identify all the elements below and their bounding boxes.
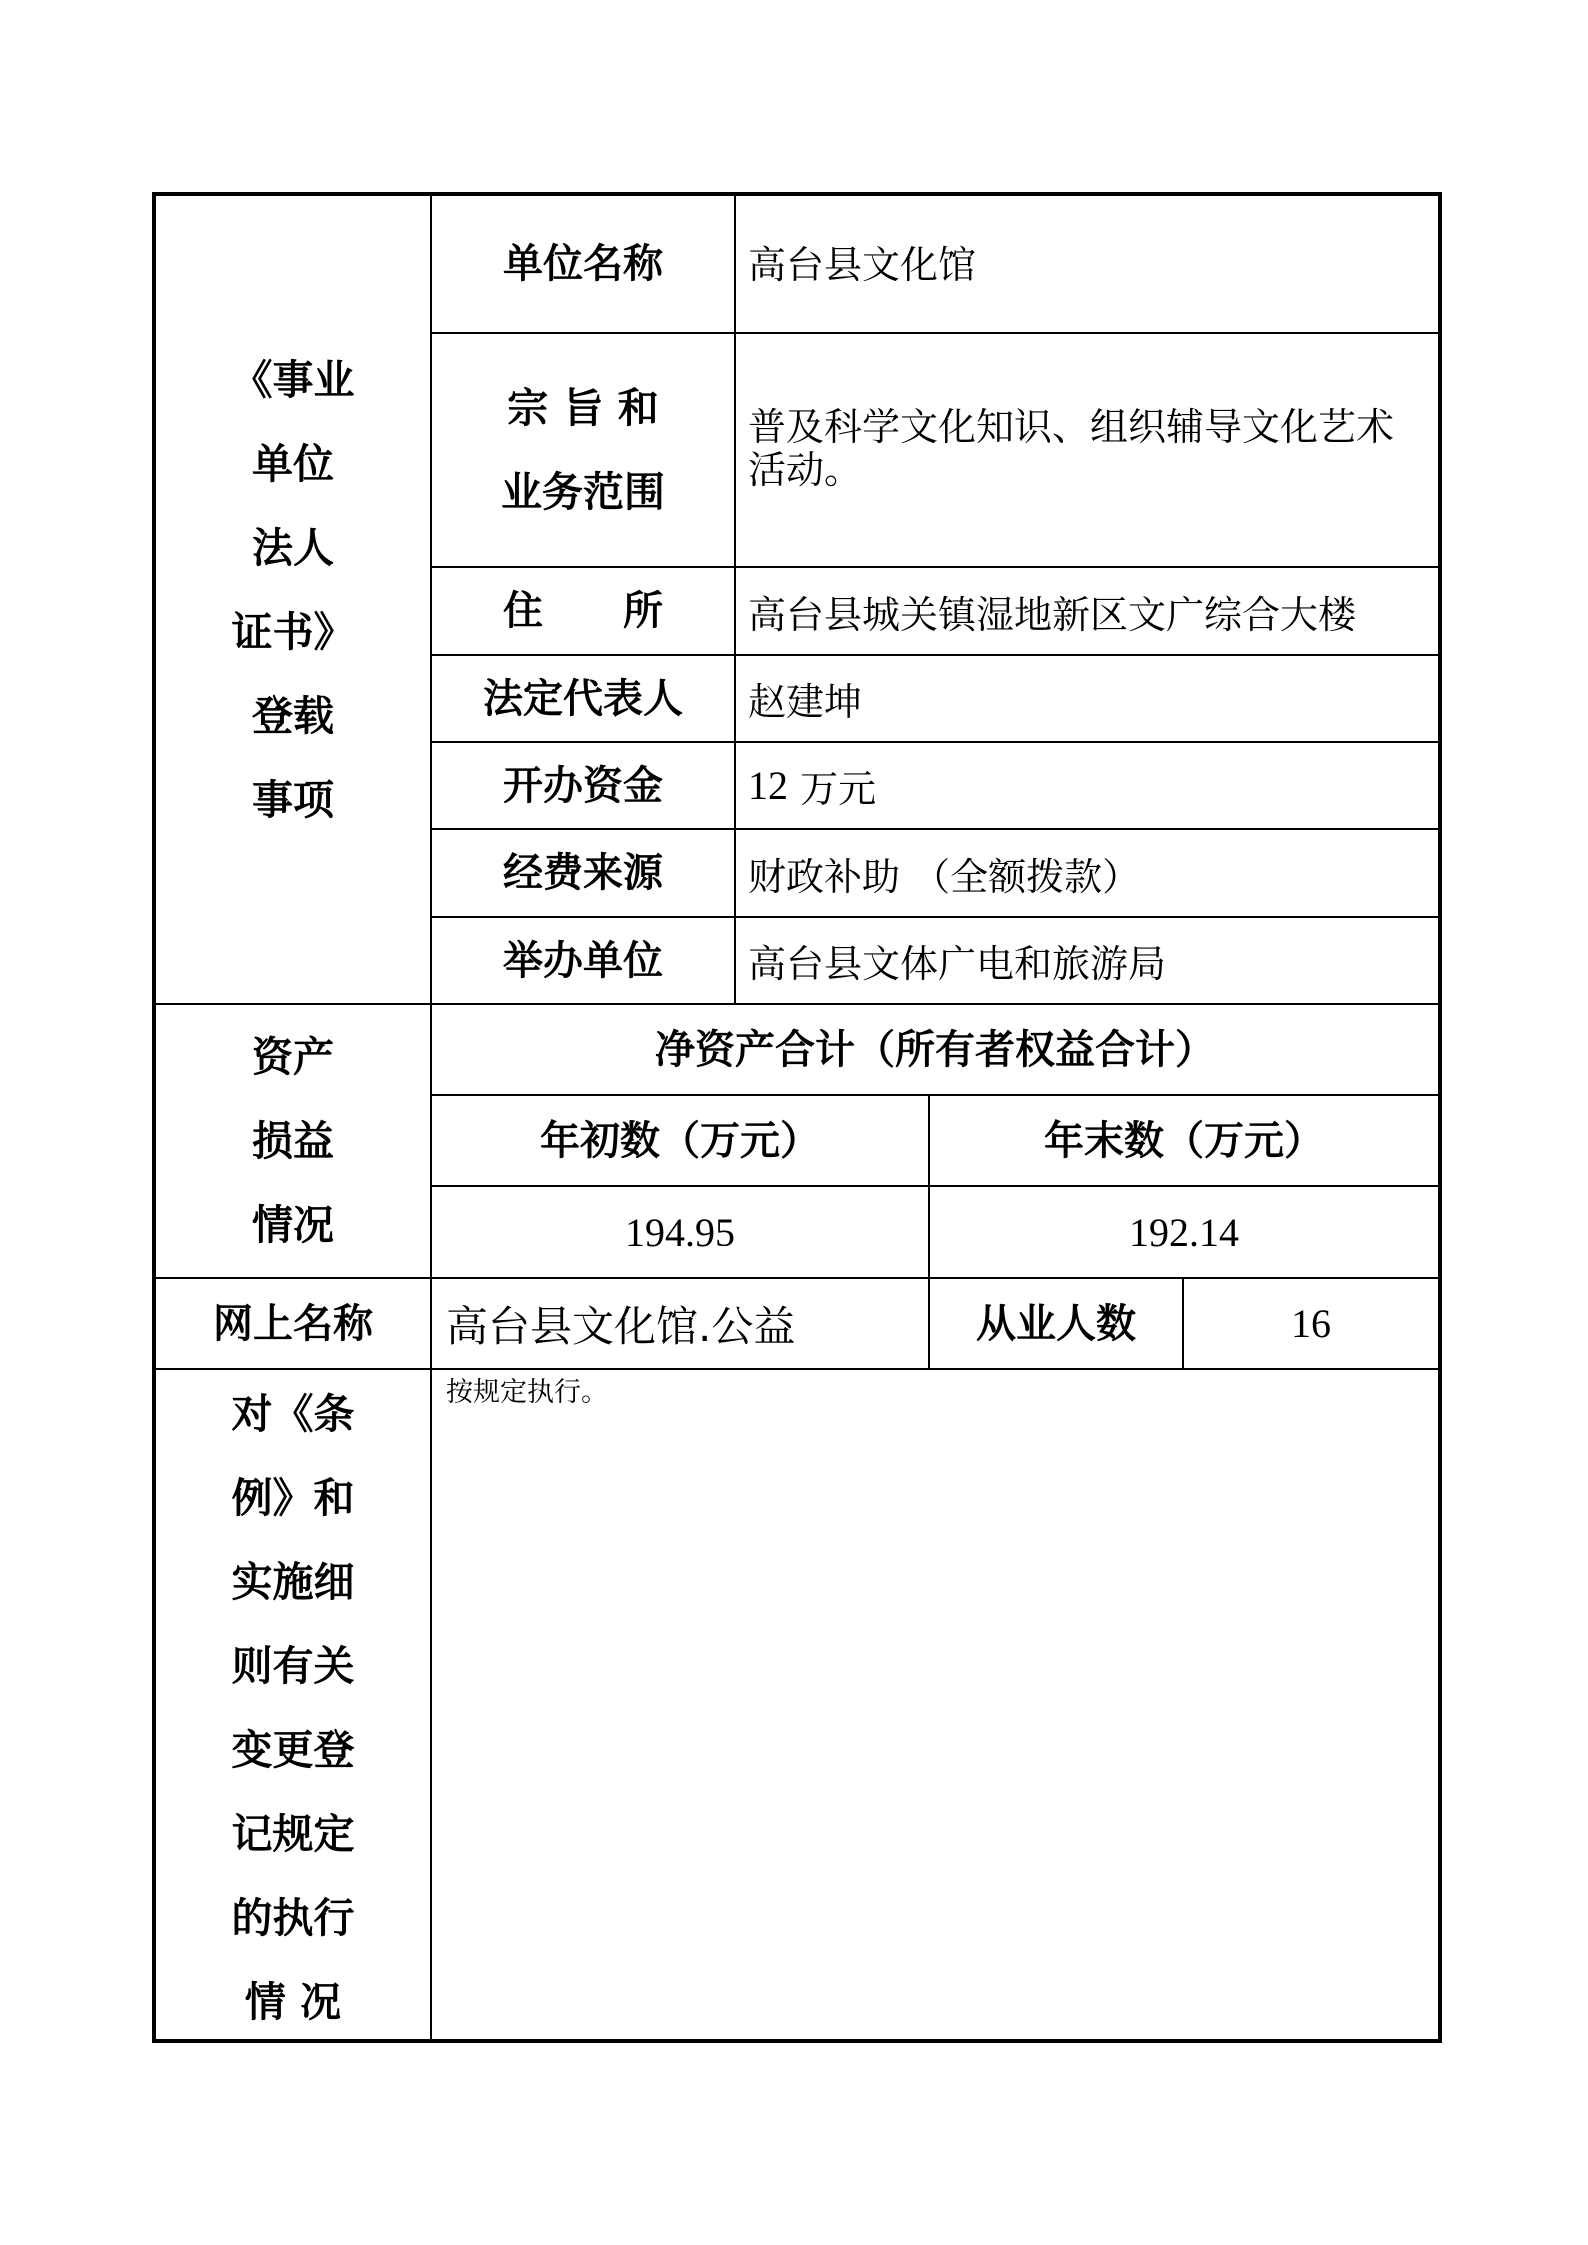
staff-count-value: 16 [1291,1301,1331,1346]
end-of-year-header: 年末数（万元） [1044,1117,1324,1164]
assets-section-title [156,1005,430,1277]
registration-section-title [156,196,430,1003]
unit-name-label: 单位名称 [503,241,663,287]
title-line: 资产 [252,1033,334,1081]
table-border-bottom [152,2039,1442,2043]
begin-of-year-value: 194.95 [625,1209,735,1255]
begin-of-year-header: 年初数（万元） [540,1117,820,1164]
title-line: 损益 [252,1117,334,1165]
funding-source-value: 财政补助 （全额拨款） [748,854,1141,899]
sponsoring-unit-value: 高台县文体广电和旅游局 [748,942,1167,986]
title-line: 登载 [252,691,334,740]
title-line: 则有关 [231,1642,355,1690]
title-line: 实施细 [231,1558,355,1606]
purpose-scope-label-line: 宗 旨 和 [507,384,659,432]
title-line: 证书》 [231,607,355,656]
label-value-divider [734,192,736,1004]
title-line: 情 况 [244,1978,342,2026]
funding-source-label: 经费来源 [503,850,663,896]
online-name-label: 网上名称 [213,1300,373,1347]
end-of-year-value: 192.14 [1129,1209,1239,1255]
title-line: 变更登 [231,1726,355,1774]
registered-capital-unit: 万元 [788,767,877,811]
title-line: 对《条 [231,1390,355,1438]
registered-capital-amount: 12 [748,763,788,808]
title-line: 情况 [252,1201,334,1249]
title-line: 例》和 [231,1474,355,1522]
title-line: 的执行 [231,1894,355,1942]
compliance-section-title [156,1370,430,2039]
purpose-scope-label-line: 业务范围 [501,468,665,516]
title-line: 《事业 [231,355,355,404]
address-value: 高台县城关镇湿地新区文广综合大楼 [748,592,1357,637]
purpose-scope-value: 普及科学文化知识、组织辅导文化艺术活动。 [748,405,1395,492]
title-line: 单位 [252,439,334,488]
legal-representative-value: 赵建坤 [748,680,863,724]
unit-name-value: 高台县文化馆 [748,242,977,287]
staff-count-label: 从业人数 [976,1300,1136,1347]
registered-capital-value [748,743,1436,828]
legal-representative-label: 法定代表人 [483,675,683,722]
title-line: 法人 [252,523,334,572]
net-assets-header: 净资产合计（所有者权益合计） [655,1026,1215,1073]
purpose-scope-label [432,334,734,566]
sponsoring-unit-label: 举办单位 [503,937,663,984]
table-border-right [1438,192,1442,2043]
online-name-value: 高台县文化馆.公益 [446,1301,796,1351]
compliance-value: 按规定执行。 [446,1377,608,1408]
address-label: 住 所 [503,588,663,634]
title-line: 事项 [252,775,334,824]
registered-capital-label: 开办资金 [503,762,663,809]
title-line: 记规定 [231,1810,355,1858]
